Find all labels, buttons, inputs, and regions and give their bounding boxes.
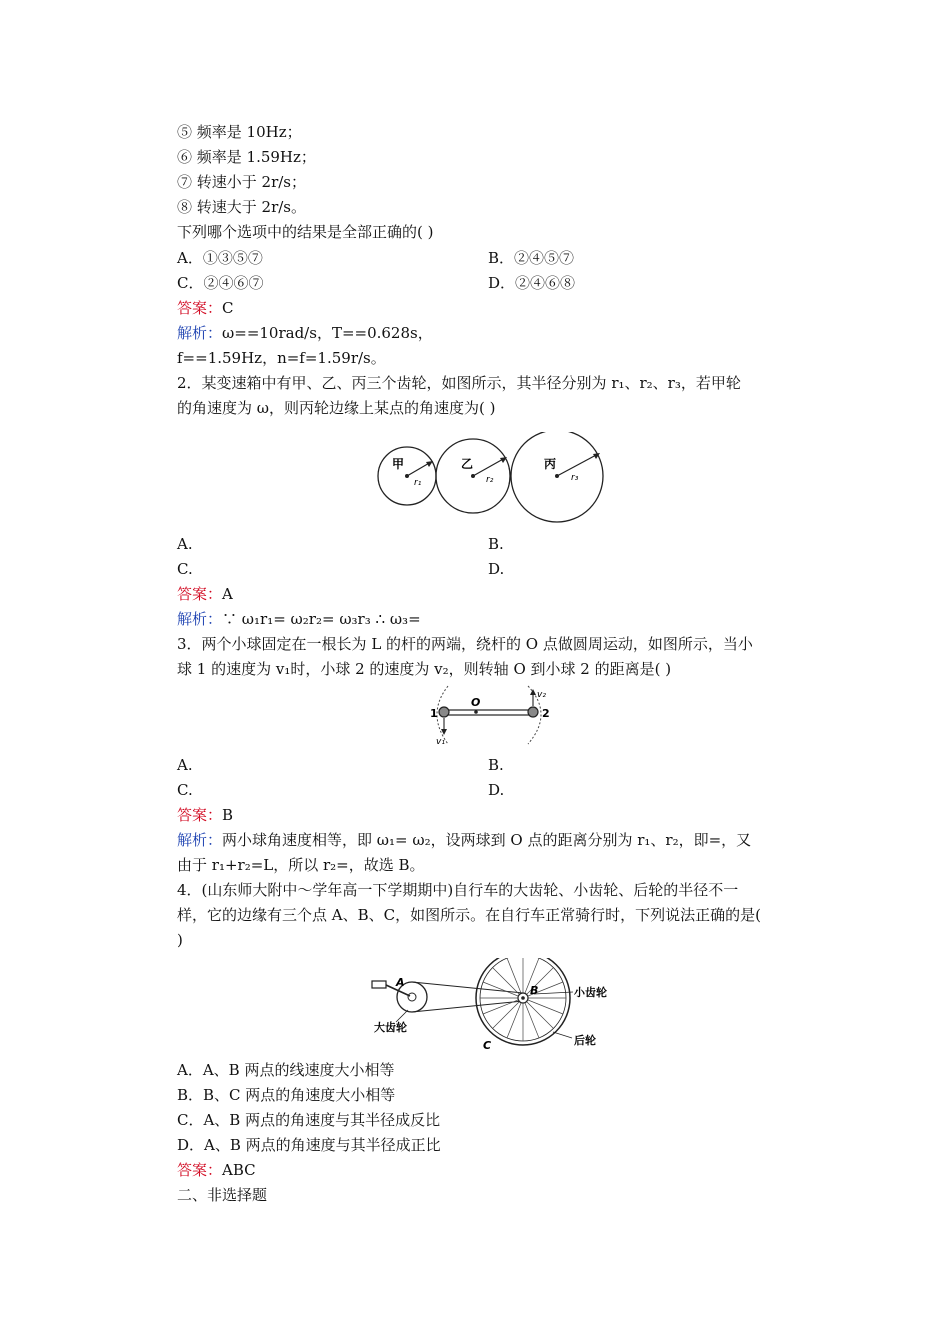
q2-answer <box>177 584 233 604</box>
point-a-label: A <box>396 976 405 989</box>
q1-answer <box>177 298 234 318</box>
pedal <box>372 981 386 988</box>
rear-wheel-leader <box>553 1032 572 1038</box>
q3-analysis-2: 由于 r₁+r₂=L，所以 r₂=，故选 B。 <box>177 856 425 874</box>
analysis-label: 解析： <box>177 324 223 342</box>
q3-answer <box>177 805 233 825</box>
q4-option-b: B．B、C 两点的角速度大小相等 <box>177 1086 396 1104</box>
answer-label: 答案： <box>177 1161 223 1179</box>
answer-value: C <box>222 299 234 317</box>
gear-bing-label: 丙 <box>544 457 557 471</box>
q1-option-d: D．②④⑥⑧ <box>488 274 576 292</box>
small-sprocket-label: 小齿轮 <box>574 986 607 999</box>
q3-option-a: A. <box>177 756 193 774</box>
analysis-label: 解析： <box>177 610 223 628</box>
q3-stem-line-1: 3．两个小球固定在一根长为 L 的杆的两端，绕杆的 O 点做圆周运动，如图所示，当小 <box>177 635 753 653</box>
q4-stem-line-2: 样，它的边缘有三个点 A、B、C，如图所示。在自行车正常骑行时，下列说法正确的是( <box>177 906 761 924</box>
q2-option-b: B. <box>488 535 504 553</box>
r1-label: r₁ <box>414 478 422 488</box>
small-sprocket-leader <box>534 992 573 994</box>
q2-option-a: A. <box>177 535 193 553</box>
q1-option-b: B．②④⑤⑦ <box>488 249 575 267</box>
rear-wheel-label: 后轮 <box>574 1034 596 1047</box>
statement-8: ⑧ 转速大于 2r/s。 <box>177 198 307 216</box>
r2-label: r₂ <box>486 475 494 485</box>
analysis-text: ∵ ω₁r₁= ω₂r₂= ω₃r₃ ∴ ω₃= <box>222 610 421 628</box>
bicycle-figure <box>368 958 620 1066</box>
chain-bottom <box>412 1001 523 1012</box>
point-b-label: B <box>530 984 539 997</box>
v2-label: v₂ <box>537 690 546 700</box>
r3-label: r₃ <box>571 473 579 483</box>
answer-label: 答案： <box>177 585 223 603</box>
q1-option-a: A．①③⑤⑦ <box>177 249 263 267</box>
v1-label: v₁ <box>436 737 445 747</box>
ball-2-label: 2 <box>542 707 550 720</box>
q3-stem-line-2: 球 1 的速度为 v₁时，小球 2 的速度为 v₂，则转轴 O 到小球 2 的距离是( ) <box>177 660 672 678</box>
v1-arrowhead <box>441 729 447 735</box>
statement-5: ⑤ 频率是 10Hz； <box>177 123 302 141</box>
q2-stem-line-1: 2．某变速箱中有甲、乙、丙三个齿轮，如图所示，其半径分别为 r₁、r₂、r₃，若甲轮 <box>177 374 741 392</box>
q3-option-c: C. <box>177 781 193 799</box>
answer-label: 答案： <box>177 806 223 824</box>
answer-label: 答案： <box>177 299 223 317</box>
analysis-text: ω==10rad/s，T==0.628s， <box>222 324 433 342</box>
radius-r2-arrow <box>473 458 505 476</box>
q1-option-c: C．②④⑥⑦ <box>177 274 264 292</box>
q3-analysis-1 <box>177 830 751 850</box>
point-c-label: C <box>483 1039 492 1052</box>
q3-option-d: D. <box>488 781 505 799</box>
gear-yi-label: 乙 <box>461 457 474 471</box>
answer-value: B <box>222 806 234 824</box>
q4-stem-line-3: ) <box>177 931 183 949</box>
analysis-label: 解析： <box>177 831 223 849</box>
statement-7: ⑦ 转速小于 2r/s； <box>177 173 307 191</box>
answer-value: ABC <box>222 1161 256 1179</box>
q2-option-c: C. <box>177 560 193 578</box>
q1-stem: 下列哪个选项中的结果是全部正确的( ) <box>177 223 434 241</box>
q4-option-d: D．A、B 两点的角速度与其半径成正比 <box>177 1136 441 1154</box>
gears-figure <box>374 432 608 526</box>
answer-value: A <box>222 585 233 603</box>
pivot-o-label: O <box>471 696 481 709</box>
analysis-text: 两小球角速度相等，即 ω₁= ω₂，设两球到 O 点的距离分别为 r₁、r₂，即=，又 <box>222 831 752 849</box>
ball-1 <box>439 707 449 717</box>
q4-option-c: C．A、B 两点的角速度与其半径成反比 <box>177 1111 441 1129</box>
statement-6: ⑥ 频率是 1.59Hz； <box>177 148 316 166</box>
section-heading: 二、非选择题 <box>177 1186 268 1204</box>
q2-stem-line-2: 的角速度为 ω，则丙轮边缘上某点的角速度为( ) <box>177 399 496 417</box>
ball-1-label: 1 <box>430 707 438 720</box>
pivot-o <box>474 710 478 714</box>
q3-option-b: B. <box>488 756 504 774</box>
axle <box>521 996 525 1000</box>
q2-analysis <box>177 609 421 629</box>
ball-2 <box>528 707 538 717</box>
q4-option-a: A．A、B 两点的线速度大小相等 <box>177 1061 395 1079</box>
gear-jia-label: 甲 <box>392 457 405 471</box>
q4-answer <box>177 1160 256 1180</box>
q1-analysis-1 <box>177 323 433 343</box>
big-sprocket-hub <box>408 993 416 1001</box>
big-sprocket-label: 大齿轮 <box>374 1021 407 1034</box>
q1-analysis-2: f==1.59Hz，n=f=1.59r/s。 <box>177 349 386 367</box>
rod <box>444 710 532 715</box>
q4-stem-line-1: 4．(山东师大附中～学年高一下学期期中)自行车的大齿轮、小齿轮、后轮的半径不一 <box>177 881 739 899</box>
q2-option-d: D. <box>488 560 505 578</box>
rod-figure <box>426 684 556 748</box>
